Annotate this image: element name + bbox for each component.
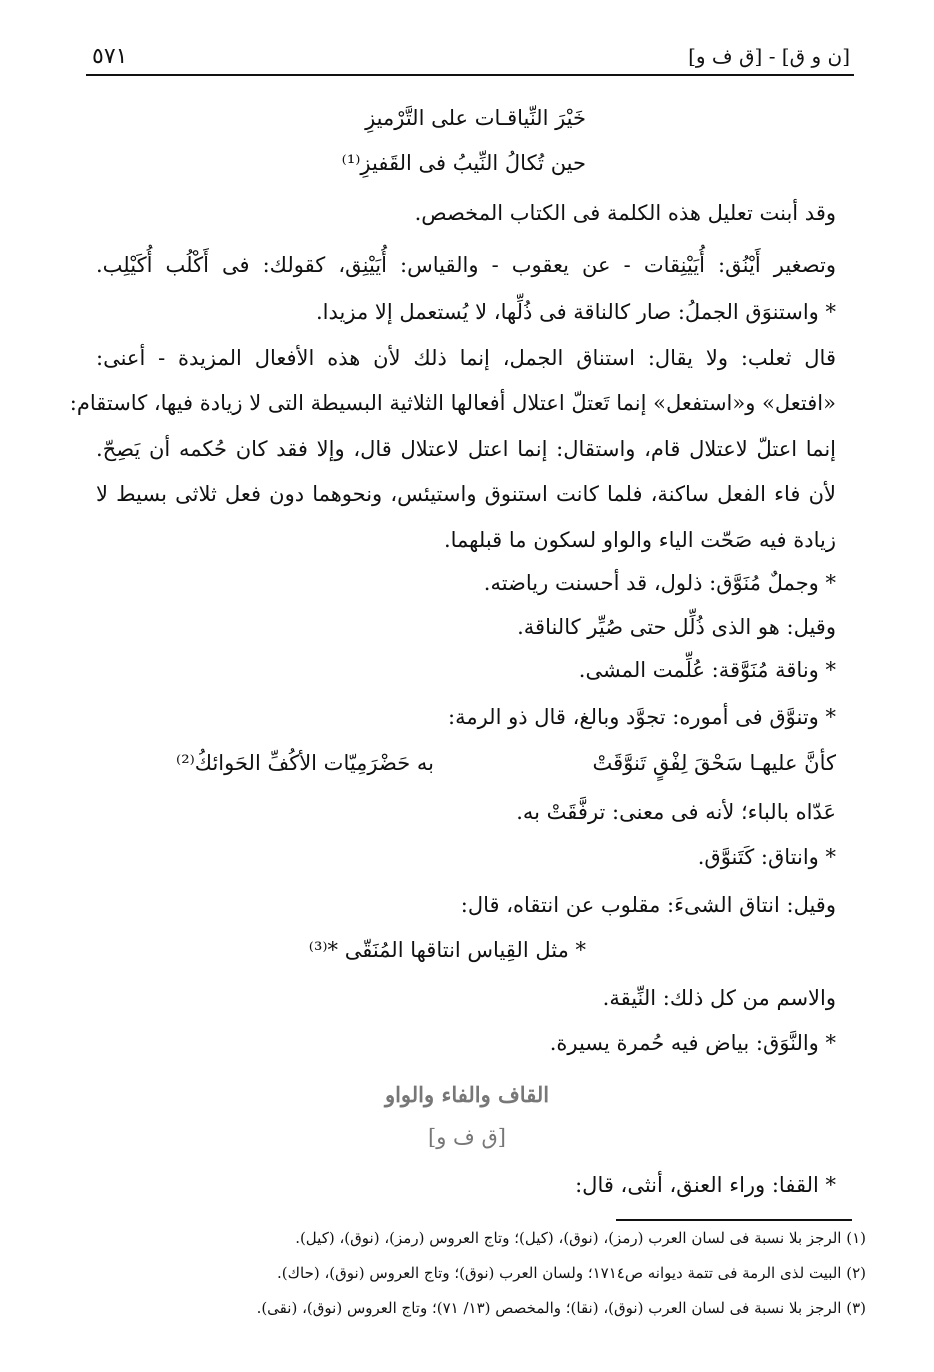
footnote: (٢) البيت لذى الرمة فى تتمة ديوانه ص١٧١٤؛ ولسان العرب (نوق)؛ وتاج العروس (نوق)، (حاك). — [277, 1264, 866, 1282]
text-line: «افتعل» و«استفعل» إنما تَعتلّ اعتلال أفعالها الثلاثية البسيطة التى لا زيادة فيها، كاستقام: — [69, 391, 836, 415]
running-head: [ن و ق] - [ق ف و] — [688, 44, 850, 68]
verse-line: حين تُكالُ النِّيبُ فى القَفيزِ⁽¹⁾ — [341, 151, 586, 175]
footnote: (١) الرجز بلا نسبة فى لسان العرب (رمز)، (نوق)، (كيل)؛ وتاج العروس (رمز)، (نوق)، (كيل). — [295, 1229, 866, 1247]
text-line: وتصغير أَيْنُق: أُيَيْنِقات - عن يعقوب - والقياس: أُيَيْنِق، كقولك: فى أَكْلُب أُكَيْلِب. — [96, 253, 836, 277]
text-line: لأن فاء الفعل ساكنة، فلما كانت استنوق واستيئس، ونحوهما دون فعل ثلاثى بسيط لا — [96, 482, 836, 506]
entry-line: * والنَّوَق: بياض فيه حُمرة يسيرة. — [549, 1031, 836, 1055]
verse-hemistich-first: كأنَّ عليهـا سَحْقَ لِفْقٍ تَنوَّقَتْ — [592, 751, 836, 775]
text-line: عَدّاه بالباء؛ لأنه فى معنى: ترفَّقَتْ به. — [516, 800, 836, 824]
entry-line: * وتنوَّق فى أموره: تجوَّد وبالغ، قال ذو الرمة: — [448, 705, 836, 729]
text-line: والاسم من كل ذلك: النِّيقة. — [602, 986, 836, 1010]
verse-line: خَيْرَ النِّياقـات على التَّرْميزِ — [365, 106, 586, 130]
header-rule — [86, 74, 854, 76]
page-header — [86, 40, 854, 76]
section-subheading: [ق ف و] — [428, 1125, 506, 1149]
text-line: وقد أبنت تعليل هذه الكلمة فى الكتاب المخصص. — [414, 201, 836, 225]
footnote-rule — [616, 1219, 852, 1221]
section-heading: القاف والفاء والواو — [384, 1082, 550, 1107]
entry-line: * القفا: وراء العنق، أنثى، قال: — [575, 1173, 836, 1197]
verse-line: * مثل القِياس انتاقها المُنَقّى *⁽³⁾ — [308, 938, 586, 962]
entry-line: * وناقة مُنَوَّقة: عُلِّمت المشى. — [578, 658, 836, 682]
page-number: ٥٧١ — [92, 44, 128, 69]
entry-line: * وانتاق: كَتَنوَّق. — [697, 845, 836, 869]
text-line: وقيل: هو الذى ذُلِّل حتى صُيِّر كالناقة. — [517, 615, 836, 639]
text-line: قال ثعلب: ولا يقال: استناق الجمل، إنما ذلك لأن هذه الأفعال المزيدة - أعنى: — [96, 346, 836, 370]
entry-line: * واستنوَق الجملُ: صار كالناقة فى ذُلِّها، لا يُستعمل إلا مزيدا. — [316, 300, 836, 324]
footnote: (٣) الرجز بلا نسبة فى لسان العرب (نوق)، (نقا)؛ والمخصص (١٣/ ٧١)؛ وتاج العروس (نوق)، (نقى). — [256, 1299, 866, 1317]
text-line: إنما اعتلّ لاعتلال قام، واستقال: إنما اعتل لاعتلال قال، وإلا فقد كان حُكمه أن يَصِحّ. — [96, 437, 836, 461]
text-line: زيادة فيه صَحّت الياء والواو لسكون ما قبلهما. — [443, 528, 836, 552]
entry-line: * وجملٌ مُنَوَّق: ذلول، قد أحسنت رياضته. — [483, 571, 836, 595]
text-line: وقيل: انتاق الشىءَ: مقلوب عن انتقاه، قال: — [460, 893, 836, 917]
verse-hemistich-second: به حَضْرَمِيّات الأكُفِّ الحَوائكُ⁽²⁾ — [176, 751, 434, 775]
